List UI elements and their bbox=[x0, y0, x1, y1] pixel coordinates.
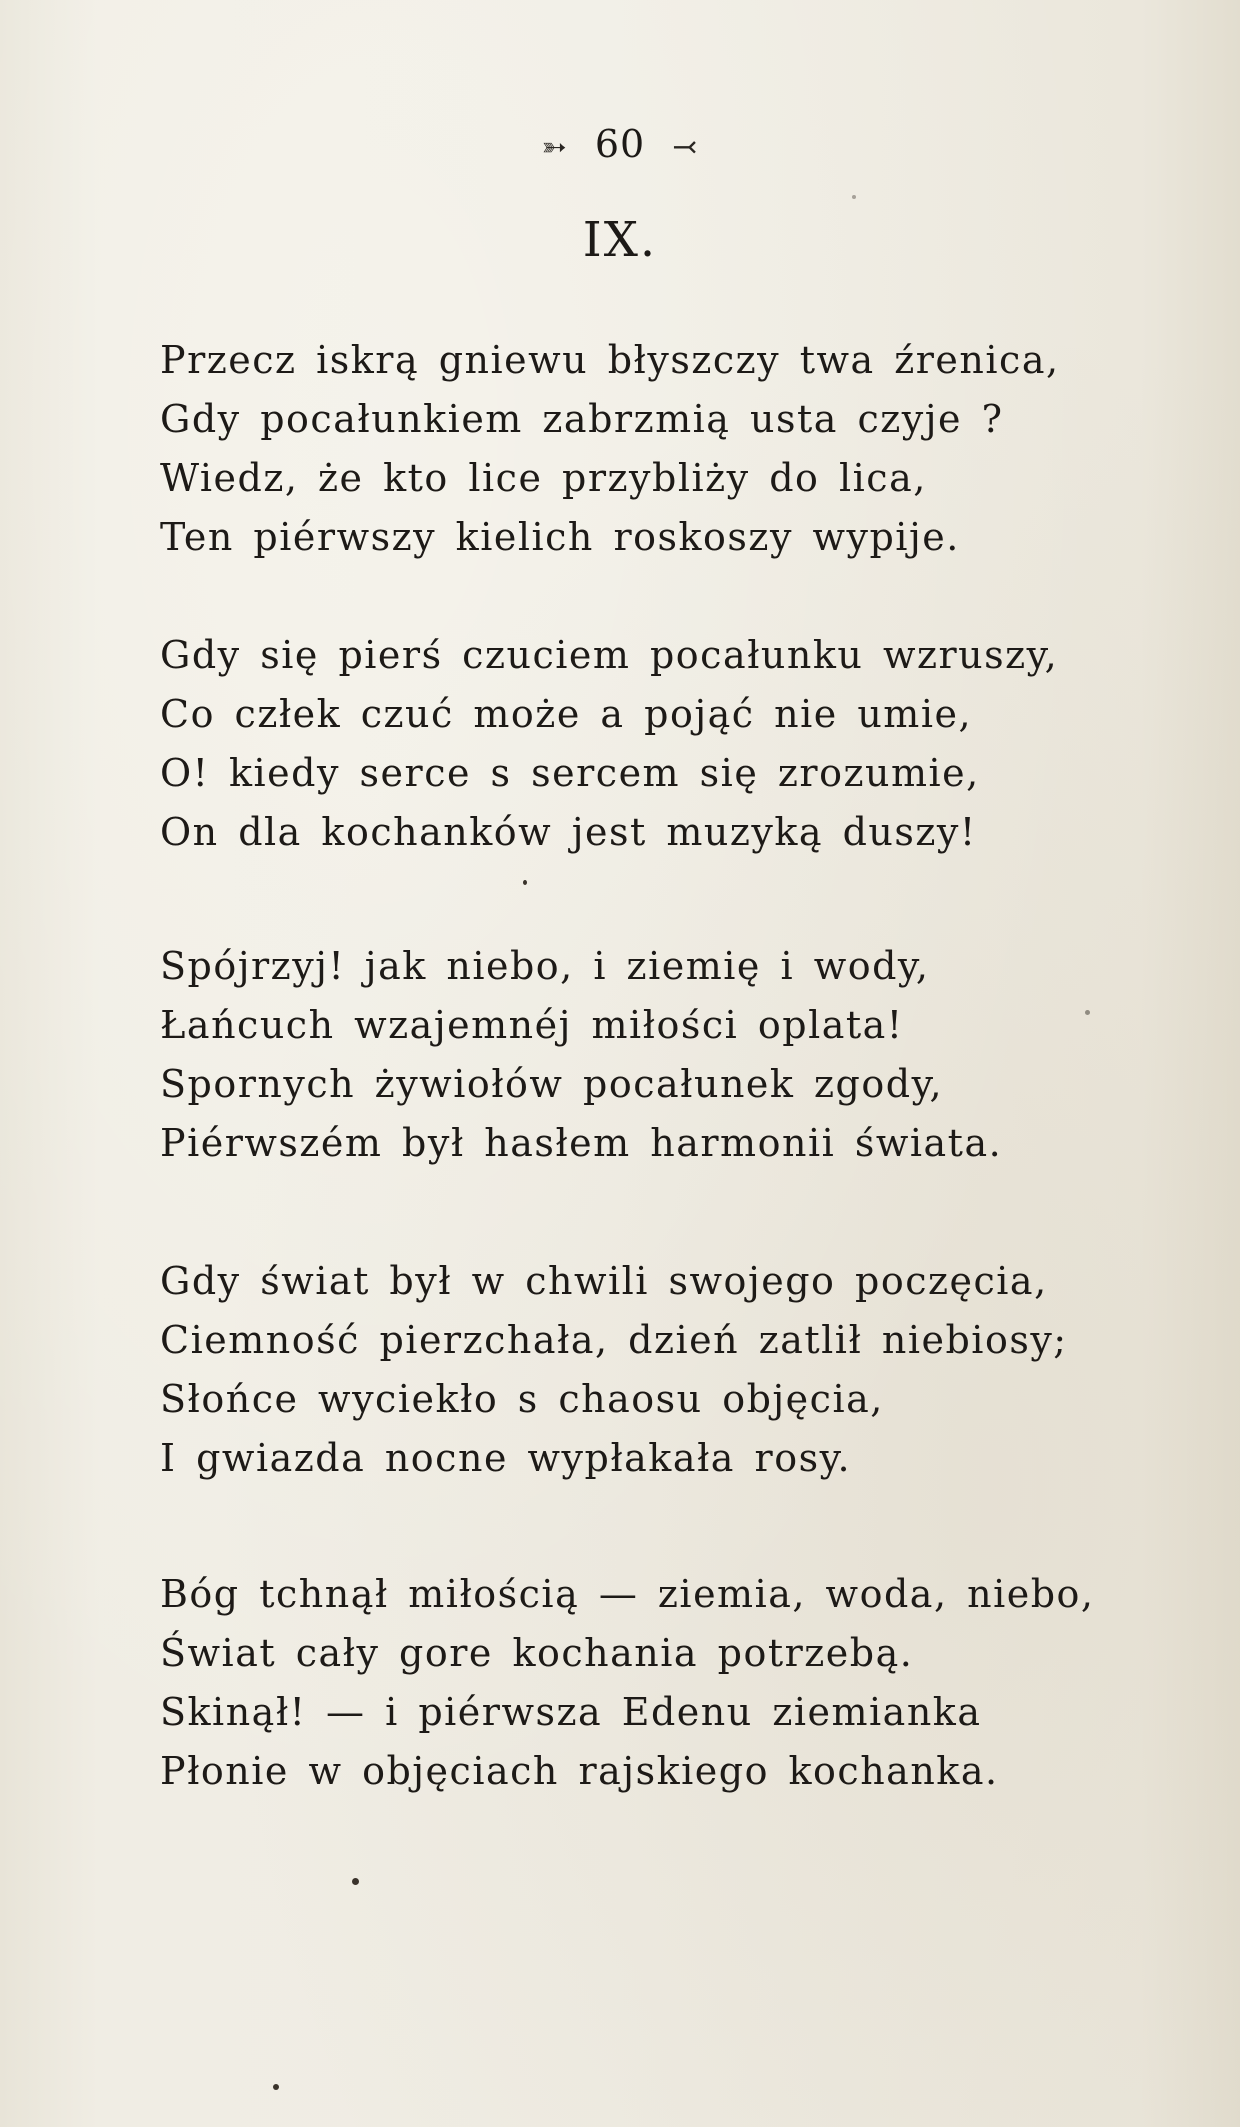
stanza-3 bbox=[160, 937, 1160, 1173]
stanza-1 bbox=[160, 331, 1160, 567]
verse-line: I gwiazda nocne wypłakała rosy. bbox=[160, 1436, 852, 1480]
right-ornament-icon: ⤙ bbox=[672, 130, 699, 165]
stanza-4 bbox=[160, 1252, 1160, 1488]
verse-line: Ciemność pierzchała, dzień zatlił niebiosy; bbox=[160, 1318, 1068, 1362]
verse-line: Gdy świat był w chwili swojego poczęcia, bbox=[160, 1259, 1048, 1303]
poem-section-title: IX. bbox=[582, 212, 658, 268]
ink-speck bbox=[523, 880, 527, 885]
verse-line: Wiedz, że kto lice przybliży do lica, bbox=[160, 456, 927, 500]
verse-line: Piérwszém był hasłem harmonii świata. bbox=[160, 1121, 1003, 1165]
ink-speck bbox=[852, 195, 856, 199]
verse-line: Bóg tchnął miłością — ziemia, woda, niebo, bbox=[160, 1572, 1095, 1616]
verse-line: Słońce wyciekło s chaosu objęcia, bbox=[160, 1377, 884, 1421]
verse-line: Spornych żywiołów pocałunek zgody, bbox=[160, 1062, 944, 1106]
verse-line: Ten piérwszy kielich roskoszy wypije. bbox=[160, 515, 960, 559]
ink-speck bbox=[352, 1878, 359, 1885]
verse-line: Gdy pocałunkiem zabrzmią usta czyje ? bbox=[160, 397, 1004, 441]
page-number: 60 bbox=[594, 122, 646, 166]
stanza-5 bbox=[160, 1565, 1160, 1801]
verse-line: On dla kochanków jest muzyką duszy! bbox=[160, 810, 977, 854]
verse-line: Świat cały gore kochania potrzebą. bbox=[160, 1631, 914, 1675]
page-header bbox=[0, 122, 1240, 166]
verse-line: Co człek czuć może a pojąć nie umie, bbox=[160, 692, 973, 736]
verse-line: Płonie w objęciach rajskiego kochanka. bbox=[160, 1749, 999, 1793]
verse-line: Spójrzyj! jak niebo, i ziemię i wody, bbox=[160, 944, 930, 988]
ink-speck bbox=[1085, 1010, 1090, 1015]
left-ornament-icon: ➳ bbox=[541, 130, 568, 165]
ink-speck bbox=[273, 2084, 279, 2090]
verse-line: Skinął! — i piérwsza Edenu ziemianka bbox=[160, 1690, 982, 1734]
verse-line: Przecz iskrą gniewu błyszczy twa źrenica, bbox=[160, 338, 1060, 382]
verse-line: O! kiedy serce s sercem się zrozumie, bbox=[160, 751, 980, 795]
stanza-2 bbox=[160, 626, 1160, 862]
verse-line: Łańcuch wzajemnéj miłości oplata! bbox=[160, 1003, 904, 1047]
verse-line: Gdy się pierś czuciem pocałunku wzruszy, bbox=[160, 633, 1059, 677]
